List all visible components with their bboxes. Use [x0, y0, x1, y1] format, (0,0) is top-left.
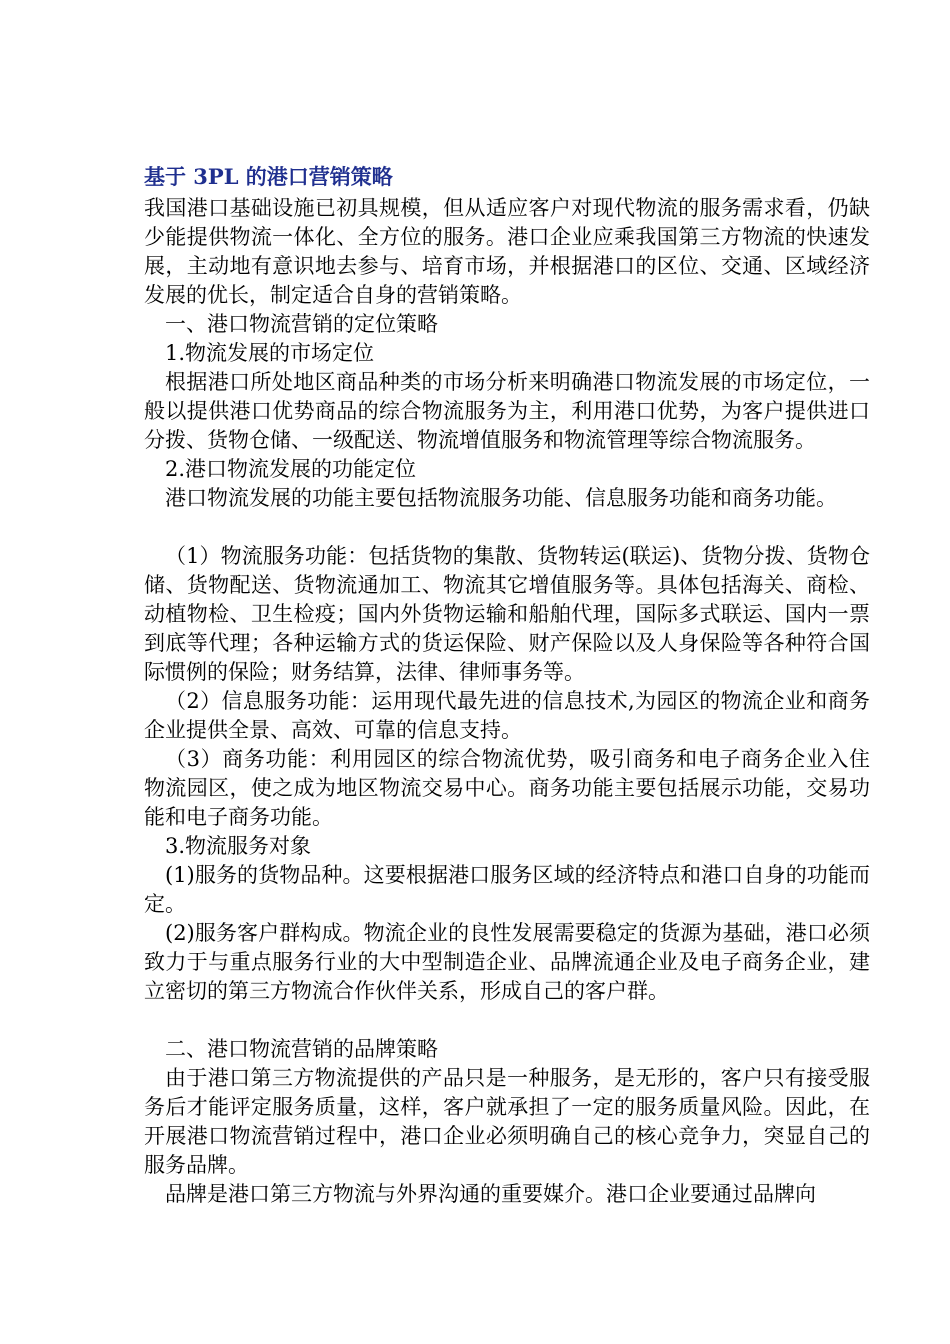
- paragraph-market-positioning: 根据港口所处地区商品种类的市场分析来明确港口物流发展的市场定位，一般以提供港口优势商品的综合物流服务为主，利用港口优势，为客户提供进口分拨、货物仓储、一级配送、物流增值服务和物流管理等综合物流服务。: [144, 370, 870, 452]
- paragraph-goods-types: (1)服务的货物品种。这要根据港口服务区域的经济特点和港口自身的功能而定。: [144, 863, 870, 916]
- paragraph-logistics-service-function: （1）物流服务功能：包括货物的集散、货物转运(联运)、货物分拨、货物仓储、货物配送、货物流通加工、物流其它增值服务等。具体包括海关、商检、动植物检、卫生检疫；国内外货物运输和船舶代理，国际多式联运、国内一票到底等代理；各种运输方式的货运保险、财产保险以及人身保险等各种符合国际惯例的保险；财务结算，法律、律师事务等。: [144, 544, 870, 684]
- paragraph-brand-service-quality: 由于港口第三方物流提供的产品只是一种服务，是无形的，客户只有接受服务后才能评定服务质量，这样，客户就承担了一定的服务质量风险。因此，在开展港口物流营销过程中，港口企业必须明确自己的核心竞争力，突显自己的服务品牌。: [144, 1066, 870, 1177]
- paragraph-brand-communication: 品牌是港口第三方物流与外界沟通的重要媒介。港口企业要通过品牌向: [165, 1182, 816, 1206]
- paragraph-customer-groups: (2)服务客户群构成。物流企业的良性发展需要稳定的货源为基础，港口必须致力于与重点服务行业的大中型制造企业、品牌流通企业及电子商务企业，建立密切的第三方物流合作伙伴关系，形成自己的客户群。: [144, 921, 870, 1003]
- subheading-service-objects: 3.物流服务对象: [165, 834, 312, 858]
- document-body: [144, 160, 870, 1209]
- paragraph-information-service-function: （2）信息服务功能：运用现代最先进的信息技术,为园区的物流企业和商务企业提供全景、高效、可靠的信息支持。: [144, 689, 870, 742]
- subheading-market-positioning: 1.物流发展的市场定位: [165, 341, 375, 365]
- section-heading-brand-strategy: 二、港口物流营销的品牌策略: [165, 1037, 438, 1061]
- document-title: 基于 3PL 的港口营销策略: [144, 164, 393, 189]
- section-heading-positioning: 一、港口物流营销的定位策略: [165, 312, 438, 336]
- paragraph-function-summary: 港口物流发展的功能主要包括物流服务功能、信息服务功能和商务功能。: [165, 486, 837, 510]
- paragraph-business-function: （3）商务功能：利用园区的综合物流优势，吸引商务和电子商务企业入住物流园区，使之成为地区物流交易中心。商务功能主要包括展示功能，交易功能和电子商务功能。: [144, 747, 870, 829]
- subheading-function-positioning: 2.港口物流发展的功能定位: [165, 457, 417, 481]
- intro-paragraph: 我国港口基础设施已初具规模，但从适应客户对现代物流的服务需求看，仍缺少能提供物流一体化、全方位的服务。港口企业应乘我国第三方物流的快速发展，主动地有意识地去参与、培育市场，并根据港口的区位、交通、区域经济发展的优长，制定适合自身的营销策略。: [144, 196, 870, 307]
